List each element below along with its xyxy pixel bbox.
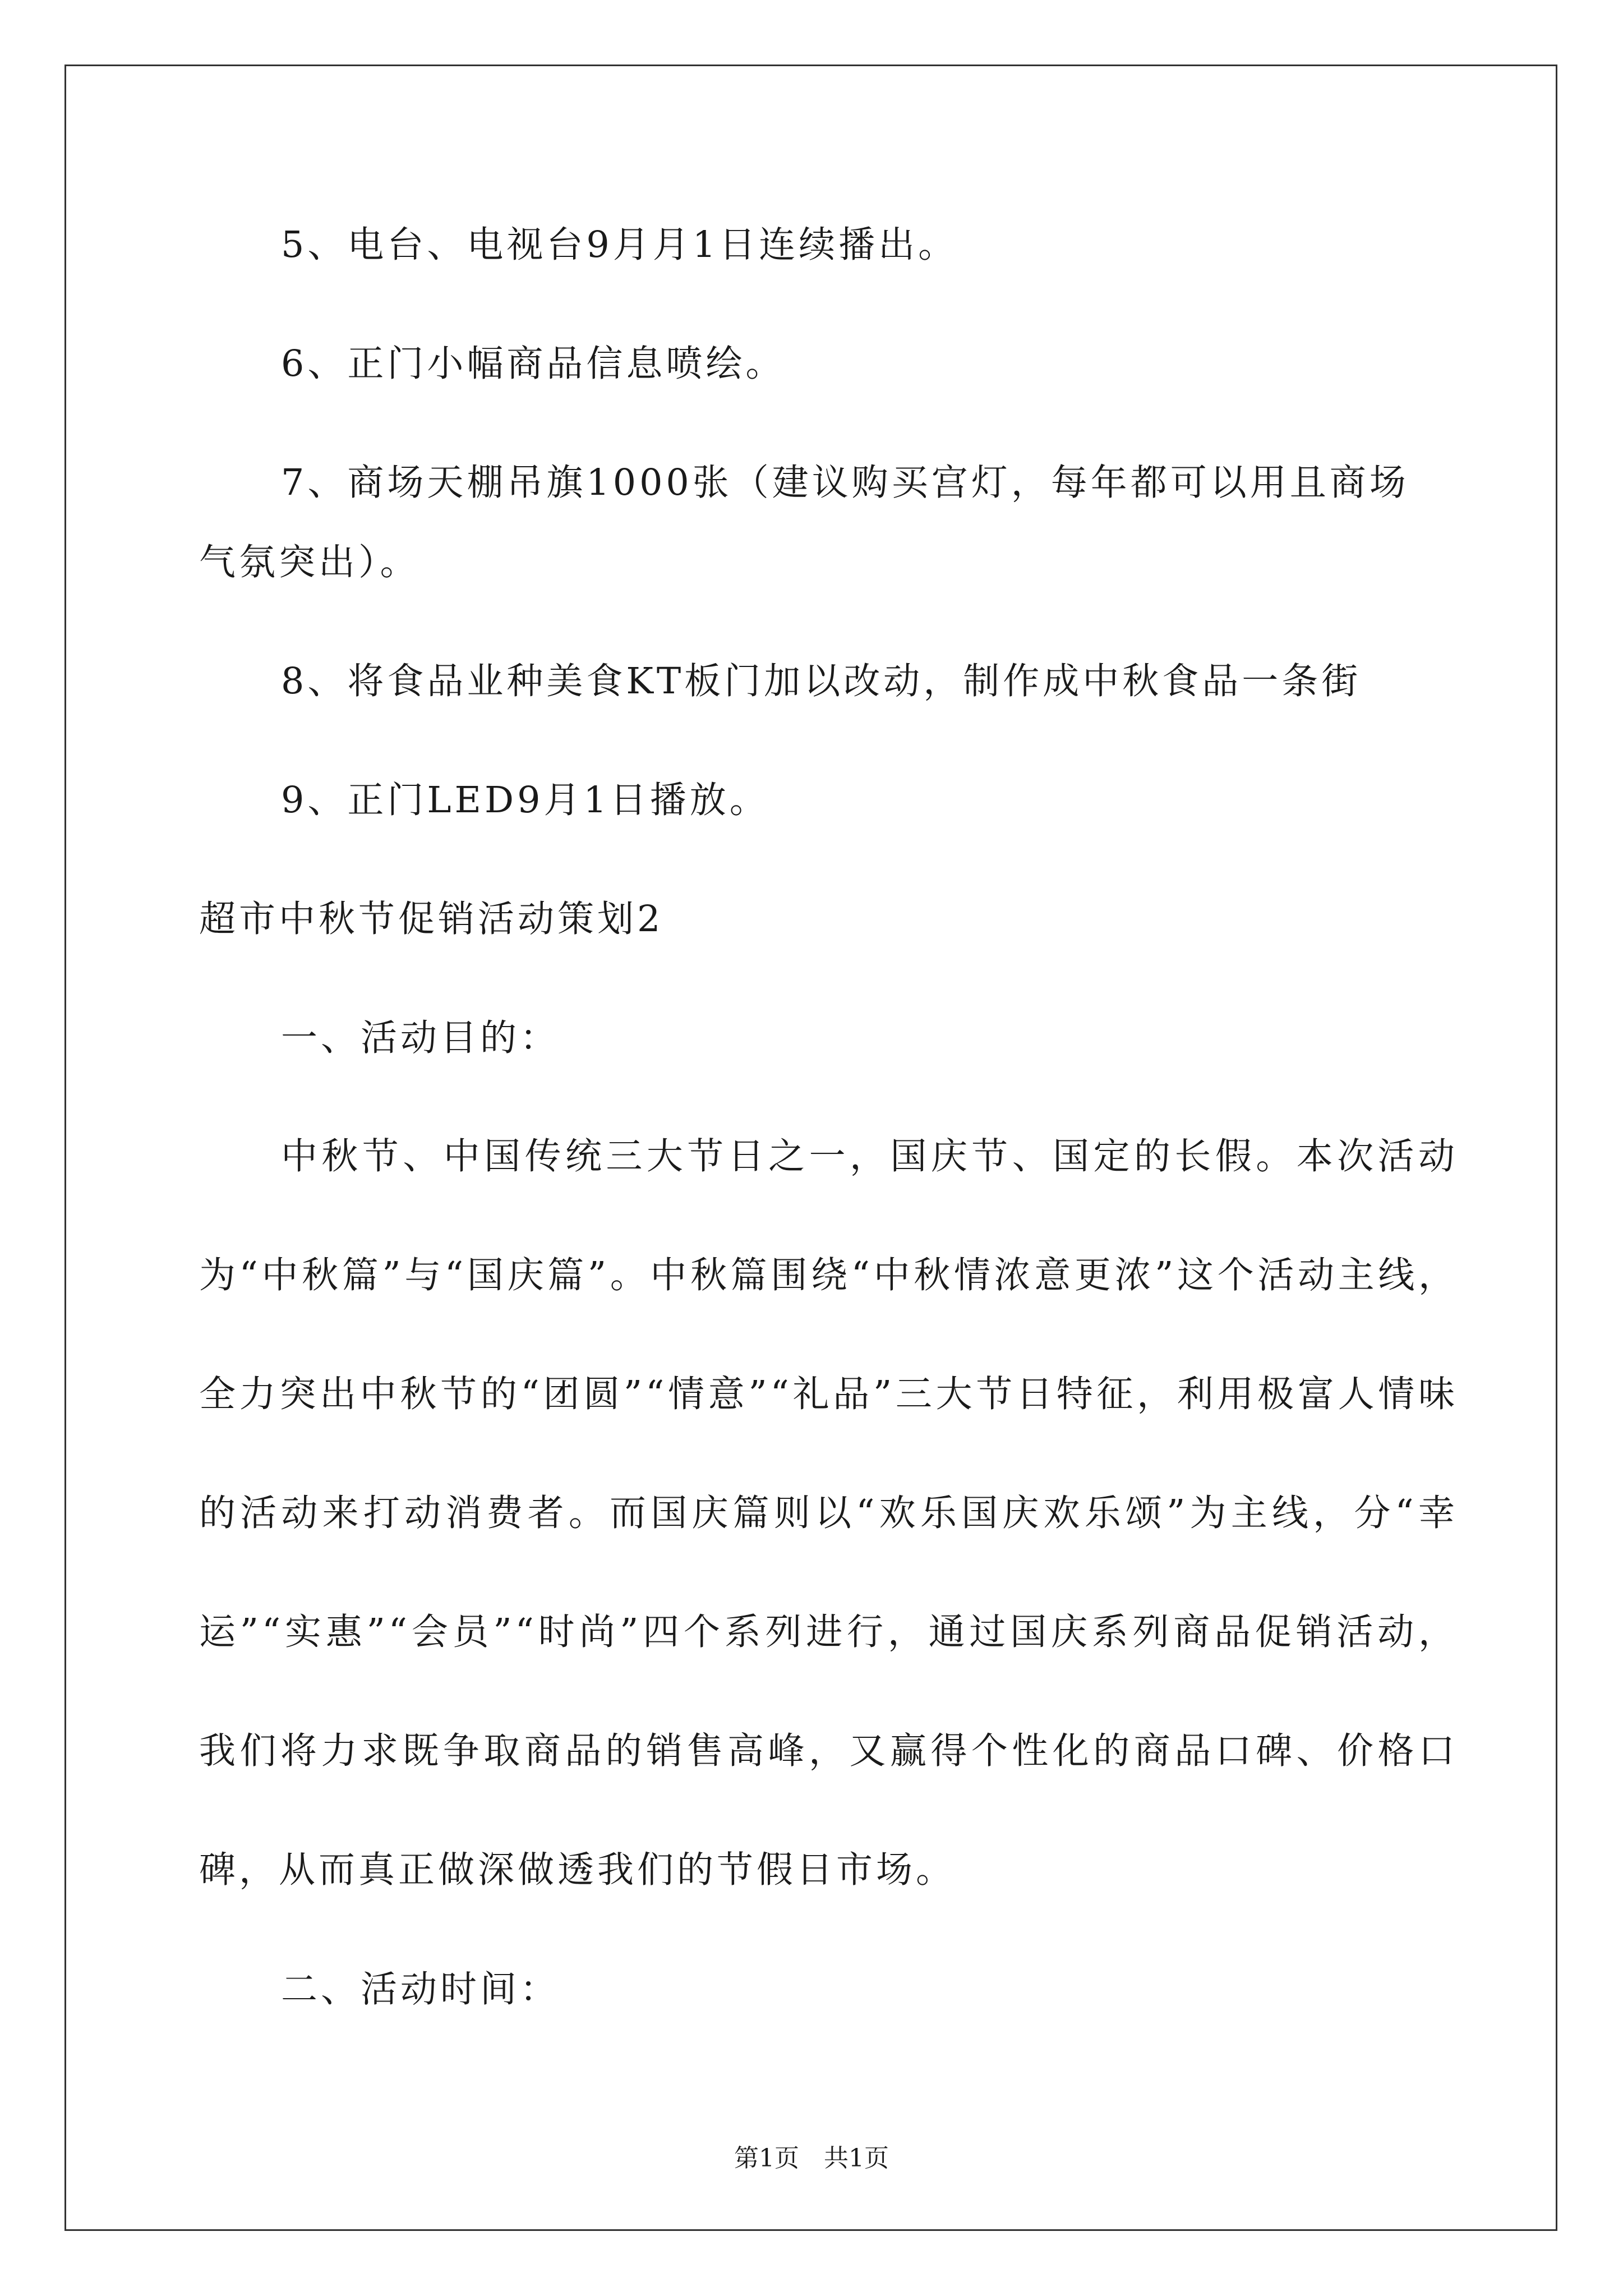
section-title: 超市中秋节促销活动策划2 — [199, 898, 664, 940]
list-item-7: 7、商场天棚吊旗1000张（建议购买宫灯，每年都可以用且商场 — [281, 462, 1409, 504]
document-body — [199, 205, 1458, 2069]
page-footer: 第1页 共1页 — [734, 2144, 889, 2173]
section-2-heading: 二、活动时间： — [281, 1968, 560, 2010]
section-1-heading: 一、活动目的： — [281, 1017, 560, 1059]
list-item-5: 5、电台、电视台9月月1日连续播出。 — [281, 224, 958, 266]
list-item-9: 9、正门LED9月1日播放。 — [281, 779, 769, 821]
list-item-6: 6、正门小幅商品信息喷绘。 — [281, 343, 786, 385]
section-1-body: 中秋节、中国传统三大节日之一，国庆节、国定的长假。本次活动为“中秋篇”与“国庆篇”。中秋篇围绕“中秋情浓意更浓”这个活动主线，全力突出中秋节的“团圆”“情意”“礼品”三大节日特征，利用极富人情味的活动来打动消费者。而国庆篇则以“欢乐国庆欢乐颂”为主线，分“幸运”“实惠”“会员”“时尚”四个系列进行，通过国庆系列商品促销活动，我们将力求既争取商品的销售高峰，又赢得个性化的商品口碑、价格口碑，从而真正做深做透我们的节假日市场。 — [199, 1135, 1458, 1891]
list-item-7-continuation: 气氛突出）。 — [199, 541, 420, 583]
list-item-8: 8、将食品业种美食KT板门加以改动，制作成中秋食品一条街 — [281, 660, 1362, 702]
